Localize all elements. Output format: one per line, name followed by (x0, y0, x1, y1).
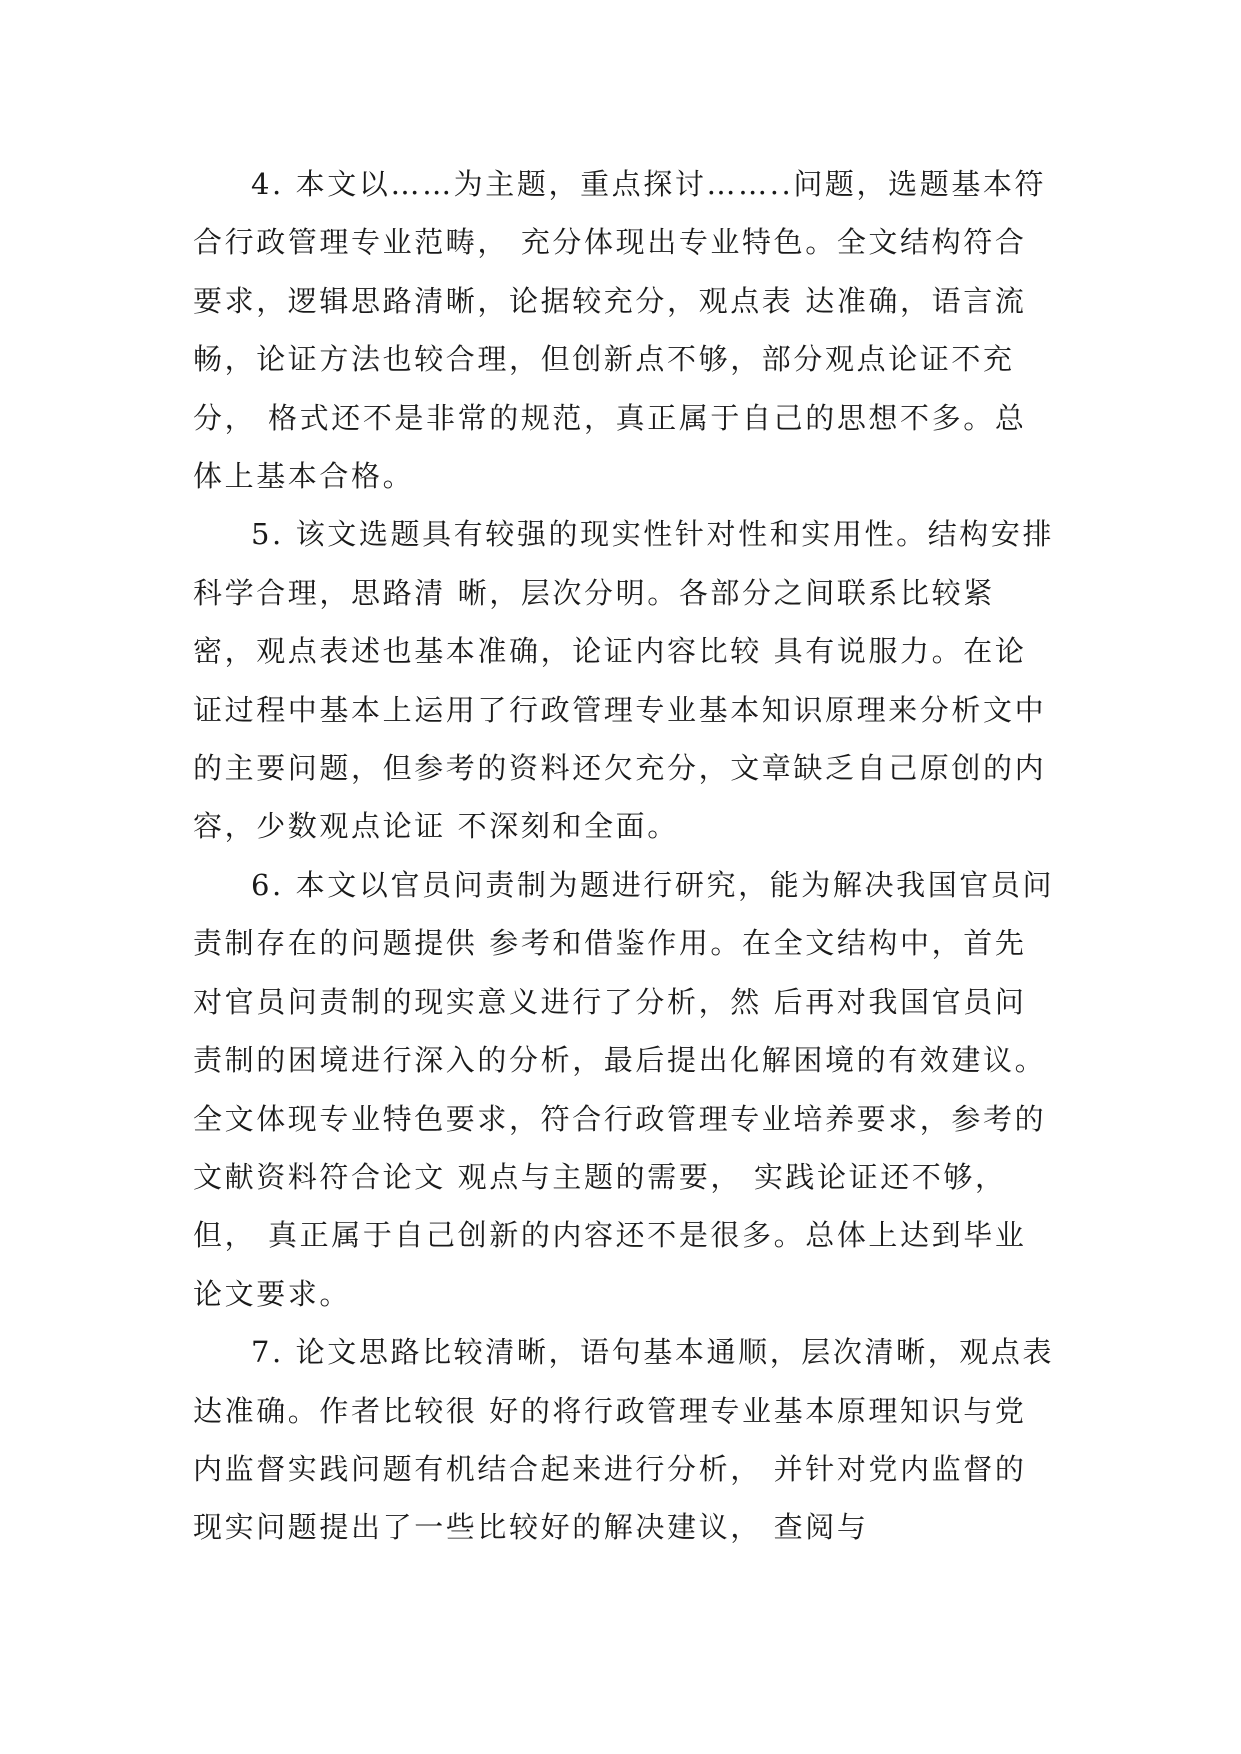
paragraph-item-6: 6. 本文以官员问责制为题进行研究，能为解决我国官员问责制存在的问题提供 参考和借鉴作用。在全文结构中，首先对官员问责制的现实意义进行了分析，然 后再对我国官员问责制的困境进行深入的分析，最后提出化解困境的有效建议。 全文体现专业特色要求，符合行政管理专业培养要求，参考的文献资料符合论文 观点与主题的需要， 实践论证还不够， 但， 真正属于自己创新的内容还不是很多。总体上达到毕业论文要求。 (193, 867, 1055, 1311)
document-body (193, 155, 1055, 1557)
paragraph-item-5: 5. 该文选题具有较强的现实性针对性和实用性。结构安排科学合理，思路清 晰，层次分明。各部分之间联系比较紧密，观点表述也基本准确，论证内容比较 具有说服力。在论证过程中基本上运用了行政管理专业基本知识原理来分析文中 的主要问题，但参考的资料还欠充分，文章缺乏自己原创的内容，少数观点论证 不深刻和全面。 (193, 517, 1055, 844)
paragraph-item-7: 7. 论文思路比较清晰，语句基本通顺，层次清晰，观点表达准确。作者比较很 好的将行政管理专业基本原理知识与党内监督实践问题有机结合起来进行分析， 并针对党内监督的现实问题提出了一些比较好的解决建议， 查阅与 (193, 1335, 1055, 1545)
paragraph-item-4: 4. 本文以……为主题，重点探讨……..问题，选题基本符合行政管理专业范畴， 充分体现出专业特色。全文结构符合要求，逻辑思路清晰，论据较充分，观点表 达准确，语言流畅，论证方法也较合理，但创新点不够，部分观点论证不充分， 格式还不是非常的规范，真正属于自己的思想不多。总体上基本合格。 (193, 167, 1047, 494)
